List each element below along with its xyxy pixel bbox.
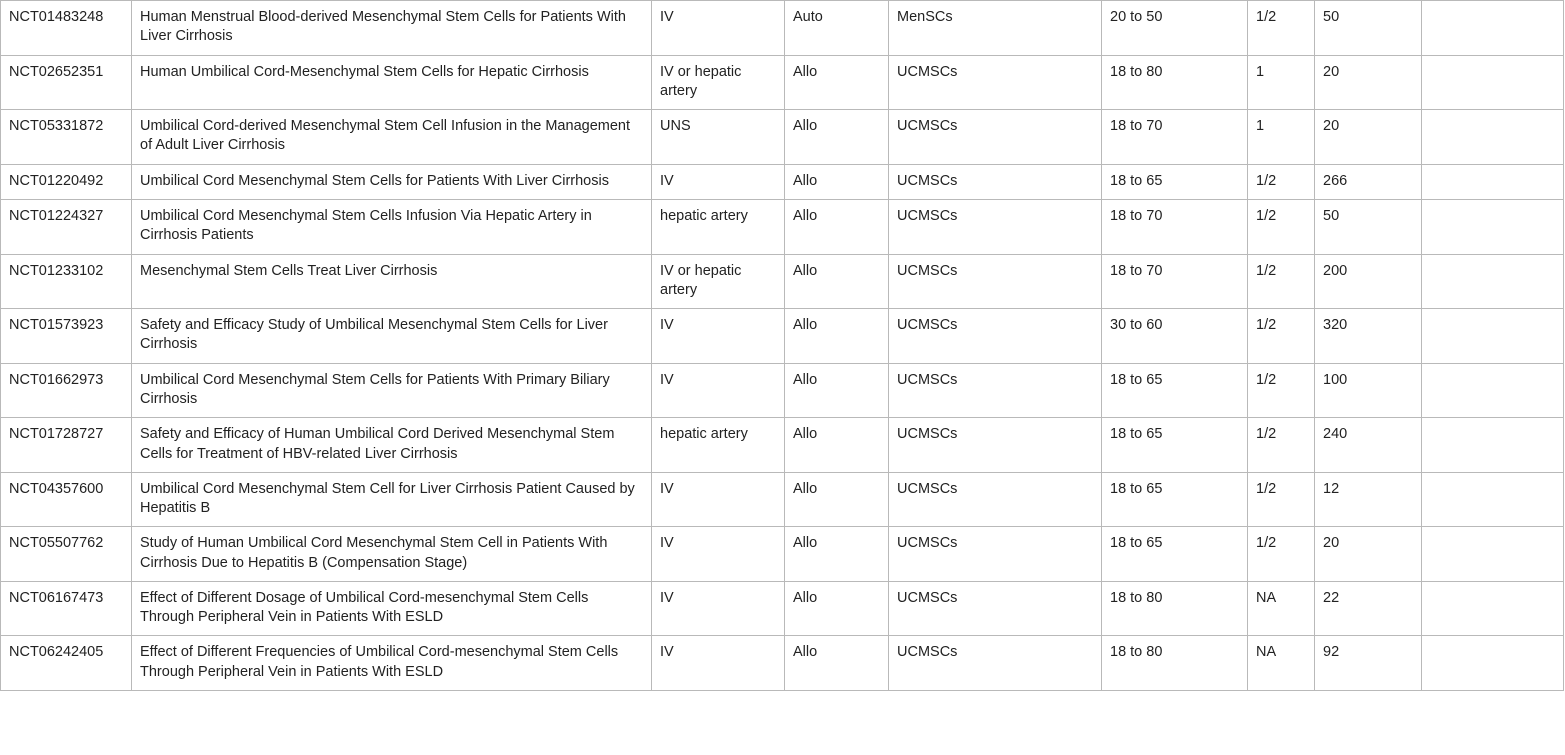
cell-cell-type: UCMSCs bbox=[889, 309, 1102, 364]
cell-source: Allo bbox=[785, 55, 889, 110]
cell-title: Umbilical Cord Mesenchymal Stem Cell for Liver Cirrhosis Patient Caused by Hepatitis B bbox=[132, 472, 652, 527]
cell-phase: 1/2 bbox=[1248, 363, 1315, 418]
cell-cell-type: UCMSCs bbox=[889, 363, 1102, 418]
cell-source: Allo bbox=[785, 309, 889, 364]
cell-age-range: 18 to 65 bbox=[1102, 472, 1248, 527]
cell-enrollment: 240 bbox=[1315, 418, 1422, 473]
cell-cell-type: UCMSCs bbox=[889, 55, 1102, 110]
cell-extra bbox=[1422, 636, 1564, 691]
cell-title: Effect of Different Dosage of Umbilical Cord-mesenchymal Stem Cells Through Peripheral Vein in Patients With ESLD bbox=[132, 581, 652, 636]
table-row bbox=[1, 199, 1564, 254]
cell-cell-type: UCMSCs bbox=[889, 418, 1102, 473]
cell-extra bbox=[1422, 527, 1564, 582]
cell-title: Umbilical Cord Mesenchymal Stem Cells for Patients With Primary Biliary Cirrhosis bbox=[132, 363, 652, 418]
cell-enrollment: 20 bbox=[1315, 527, 1422, 582]
cell-extra bbox=[1422, 418, 1564, 473]
cell-route: IV bbox=[652, 636, 785, 691]
cell-age-range: 18 to 80 bbox=[1102, 636, 1248, 691]
cell-phase: 1/2 bbox=[1248, 472, 1315, 527]
cell-age-range: 18 to 80 bbox=[1102, 55, 1248, 110]
cell-cell-type: UCMSCs bbox=[889, 199, 1102, 254]
cell-nct-id: NCT01573923 bbox=[1, 309, 132, 364]
cell-enrollment: 50 bbox=[1315, 199, 1422, 254]
cell-source: Allo bbox=[785, 472, 889, 527]
cell-nct-id: NCT01483248 bbox=[1, 1, 132, 56]
cell-title: Effect of Different Frequencies of Umbilical Cord-mesenchymal Stem Cells Through Peripheral Vein in Patients With ESLD bbox=[132, 636, 652, 691]
cell-extra bbox=[1422, 309, 1564, 364]
cell-age-range: 18 to 70 bbox=[1102, 254, 1248, 309]
cell-title: Human Menstrual Blood-derived Mesenchymal Stem Cells for Patients With Liver Cirrhosis bbox=[132, 1, 652, 56]
cell-cell-type: UCMSCs bbox=[889, 527, 1102, 582]
cell-title: Mesenchymal Stem Cells Treat Liver Cirrhosis bbox=[132, 254, 652, 309]
cell-nct-id: NCT05331872 bbox=[1, 110, 132, 165]
cell-route: IV bbox=[652, 472, 785, 527]
cell-nct-id: NCT06167473 bbox=[1, 581, 132, 636]
cell-enrollment: 200 bbox=[1315, 254, 1422, 309]
table-row bbox=[1, 309, 1564, 364]
cell-title: Umbilical Cord-derived Mesenchymal Stem Cell Infusion in the Management of Adult Liver Cirrhosis bbox=[132, 110, 652, 165]
cell-phase: 1 bbox=[1248, 55, 1315, 110]
cell-phase: 1/2 bbox=[1248, 199, 1315, 254]
table-body bbox=[1, 1, 1564, 691]
cell-cell-type: UCMSCs bbox=[889, 110, 1102, 165]
cell-enrollment: 266 bbox=[1315, 164, 1422, 199]
cell-cell-type: MenSCs bbox=[889, 1, 1102, 56]
cell-route: hepatic artery bbox=[652, 418, 785, 473]
cell-phase: 1/2 bbox=[1248, 164, 1315, 199]
cell-source: Allo bbox=[785, 581, 889, 636]
cell-source: Allo bbox=[785, 527, 889, 582]
cell-age-range: 20 to 50 bbox=[1102, 1, 1248, 56]
cell-route: IV bbox=[652, 581, 785, 636]
cell-cell-type: UCMSCs bbox=[889, 254, 1102, 309]
cell-title: Safety and Efficacy Study of Umbilical Mesenchymal Stem Cells for Liver Cirrhosis bbox=[132, 309, 652, 364]
cell-phase: 1/2 bbox=[1248, 418, 1315, 473]
table-row bbox=[1, 363, 1564, 418]
cell-nct-id: NCT04357600 bbox=[1, 472, 132, 527]
cell-enrollment: 92 bbox=[1315, 636, 1422, 691]
table-row bbox=[1, 527, 1564, 582]
cell-title: Safety and Efficacy of Human Umbilical Cord Derived Mesenchymal Stem Cells for Treatment of HBV-related Liver Cirrhosis bbox=[132, 418, 652, 473]
cell-nct-id: NCT02652351 bbox=[1, 55, 132, 110]
cell-source: Allo bbox=[785, 164, 889, 199]
cell-source: Allo bbox=[785, 636, 889, 691]
table-row bbox=[1, 164, 1564, 199]
cell-title: Umbilical Cord Mesenchymal Stem Cells for Patients With Liver Cirrhosis bbox=[132, 164, 652, 199]
table-row bbox=[1, 581, 1564, 636]
cell-extra bbox=[1422, 581, 1564, 636]
cell-route: hepatic artery bbox=[652, 199, 785, 254]
cell-extra bbox=[1422, 110, 1564, 165]
cell-source: Allo bbox=[785, 199, 889, 254]
cell-route: IV bbox=[652, 1, 785, 56]
cell-cell-type: UCMSCs bbox=[889, 581, 1102, 636]
table-row bbox=[1, 472, 1564, 527]
cell-title: Human Umbilical Cord-Mesenchymal Stem Cells for Hepatic Cirrhosis bbox=[132, 55, 652, 110]
cell-route: IV bbox=[652, 527, 785, 582]
cell-enrollment: 12 bbox=[1315, 472, 1422, 527]
cell-age-range: 30 to 60 bbox=[1102, 309, 1248, 364]
cell-cell-type: UCMSCs bbox=[889, 164, 1102, 199]
cell-phase: 1 bbox=[1248, 110, 1315, 165]
cell-enrollment: 20 bbox=[1315, 110, 1422, 165]
cell-extra bbox=[1422, 254, 1564, 309]
table-row bbox=[1, 110, 1564, 165]
cell-enrollment: 320 bbox=[1315, 309, 1422, 364]
cell-age-range: 18 to 70 bbox=[1102, 199, 1248, 254]
cell-route: IV bbox=[652, 309, 785, 364]
cell-extra bbox=[1422, 199, 1564, 254]
cell-enrollment: 22 bbox=[1315, 581, 1422, 636]
cell-age-range: 18 to 65 bbox=[1102, 418, 1248, 473]
cell-age-range: 18 to 65 bbox=[1102, 363, 1248, 418]
cell-nct-id: NCT01728727 bbox=[1, 418, 132, 473]
cell-enrollment: 50 bbox=[1315, 1, 1422, 56]
cell-enrollment: 100 bbox=[1315, 363, 1422, 418]
cell-cell-type: UCMSCs bbox=[889, 636, 1102, 691]
cell-source: Allo bbox=[785, 363, 889, 418]
table-row bbox=[1, 55, 1564, 110]
table-row bbox=[1, 418, 1564, 473]
cell-phase: NA bbox=[1248, 636, 1315, 691]
cell-age-range: 18 to 80 bbox=[1102, 581, 1248, 636]
table-row bbox=[1, 254, 1564, 309]
cell-source: Allo bbox=[785, 254, 889, 309]
cell-extra bbox=[1422, 164, 1564, 199]
cell-phase: NA bbox=[1248, 581, 1315, 636]
cell-phase: 1/2 bbox=[1248, 1, 1315, 56]
cell-extra bbox=[1422, 363, 1564, 418]
cell-enrollment: 20 bbox=[1315, 55, 1422, 110]
cell-nct-id: NCT01220492 bbox=[1, 164, 132, 199]
cell-extra bbox=[1422, 472, 1564, 527]
cell-title: Study of Human Umbilical Cord Mesenchymal Stem Cell in Patients With Cirrhosis Due to Hepatitis B (Compensation Stage) bbox=[132, 527, 652, 582]
cell-title: Umbilical Cord Mesenchymal Stem Cells Infusion Via Hepatic Artery in Cirrhosis Patients bbox=[132, 199, 652, 254]
cell-source: Auto bbox=[785, 1, 889, 56]
cell-route: IV bbox=[652, 164, 785, 199]
cell-age-range: 18 to 70 bbox=[1102, 110, 1248, 165]
cell-extra bbox=[1422, 1, 1564, 56]
cell-nct-id: NCT01662973 bbox=[1, 363, 132, 418]
cell-nct-id: NCT01233102 bbox=[1, 254, 132, 309]
cell-age-range: 18 to 65 bbox=[1102, 527, 1248, 582]
cell-phase: 1/2 bbox=[1248, 309, 1315, 364]
cell-source: Allo bbox=[785, 418, 889, 473]
table-row bbox=[1, 636, 1564, 691]
cell-nct-id: NCT05507762 bbox=[1, 527, 132, 582]
cell-route: IV or hepatic artery bbox=[652, 55, 785, 110]
cell-route: UNS bbox=[652, 110, 785, 165]
cell-extra bbox=[1422, 55, 1564, 110]
cell-cell-type: UCMSCs bbox=[889, 472, 1102, 527]
cell-phase: 1/2 bbox=[1248, 527, 1315, 582]
cell-phase: 1/2 bbox=[1248, 254, 1315, 309]
table-row bbox=[1, 1, 1564, 56]
cell-nct-id: NCT06242405 bbox=[1, 636, 132, 691]
cell-route: IV bbox=[652, 363, 785, 418]
cell-age-range: 18 to 65 bbox=[1102, 164, 1248, 199]
cell-route: IV or hepatic artery bbox=[652, 254, 785, 309]
cell-nct-id: NCT01224327 bbox=[1, 199, 132, 254]
cell-source: Allo bbox=[785, 110, 889, 165]
